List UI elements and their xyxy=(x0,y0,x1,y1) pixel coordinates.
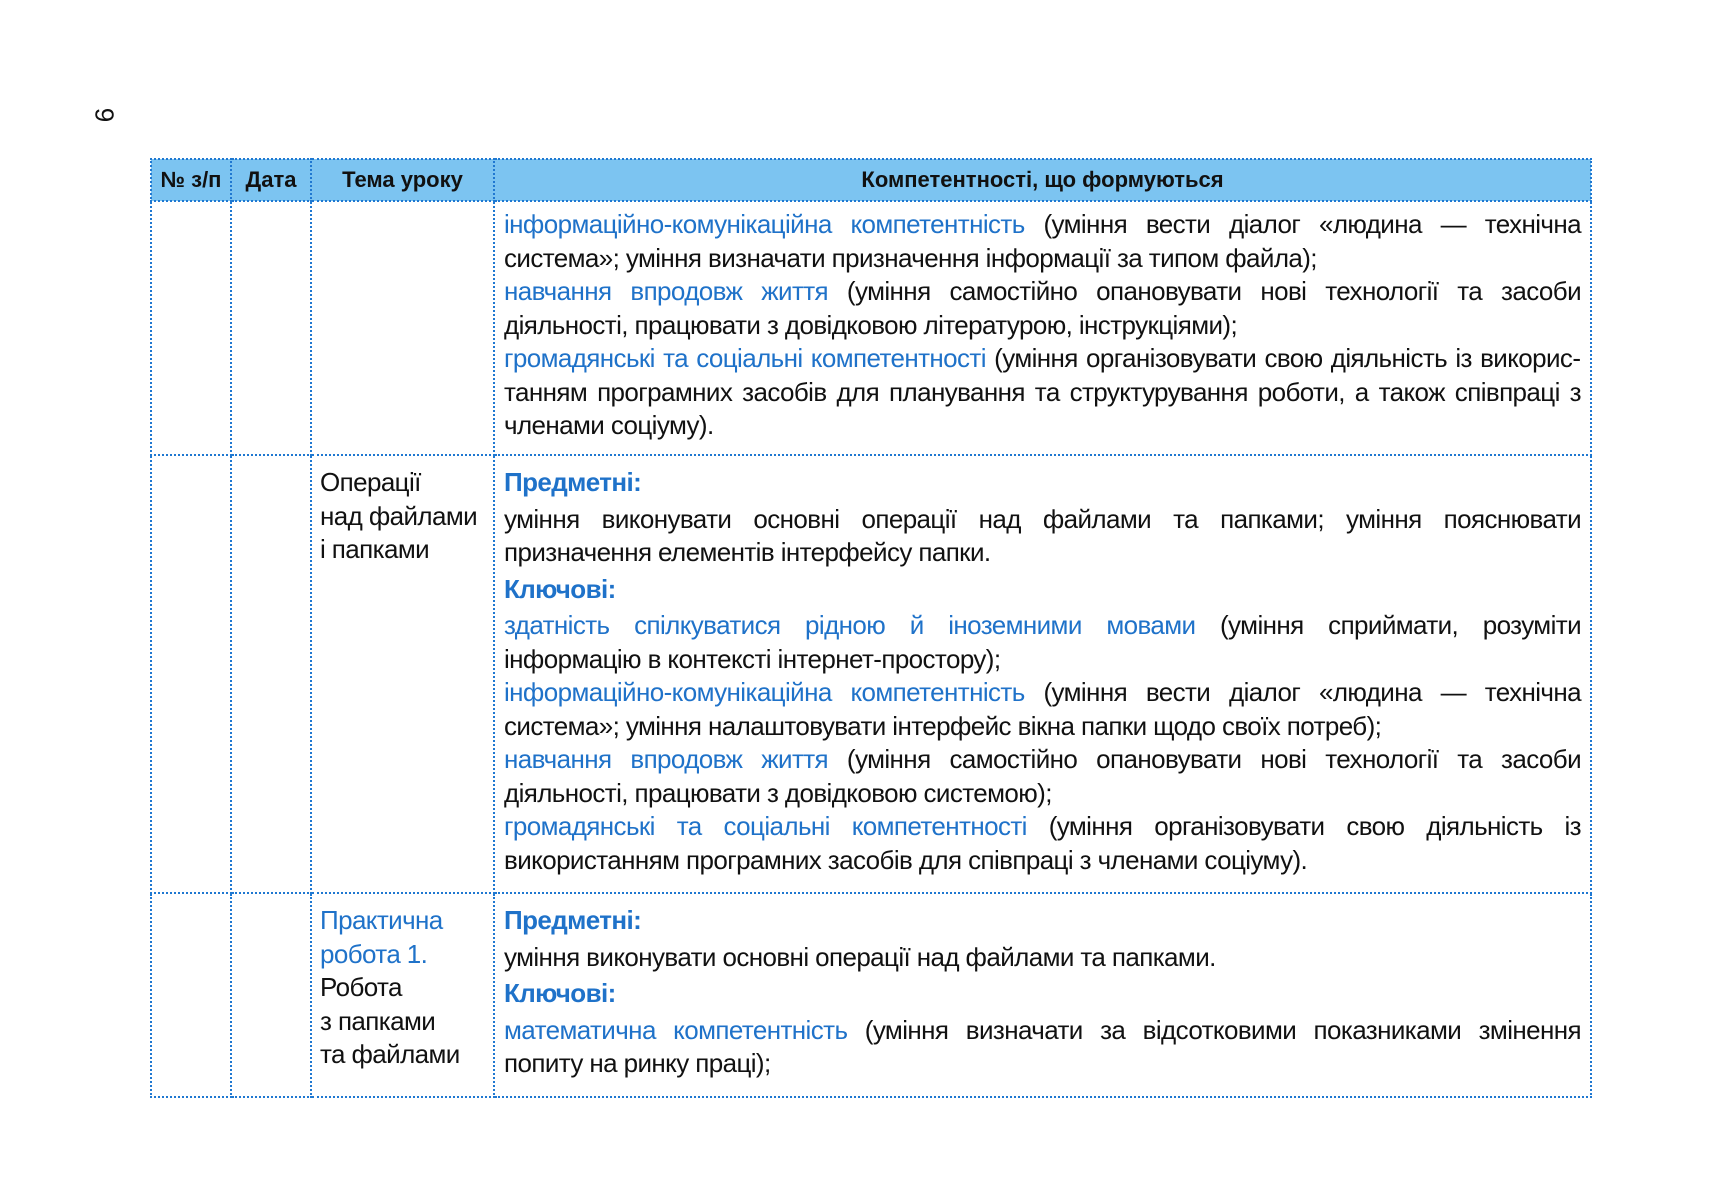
topic-line: з папками xyxy=(320,1005,436,1036)
cell-date xyxy=(231,455,311,893)
topic-line: Робота xyxy=(320,972,402,1002)
competency-text: (уміння вести діалог «людина — технічна система»; уміння визначати призначення інформації за типом файла); xyxy=(504,209,1581,273)
competency-text: (уміння визначати за відсотковими показниками змінення попиту на ринку праці); xyxy=(504,1014,1581,1078)
table-header-row xyxy=(151,159,1591,201)
table-row xyxy=(151,893,1591,1097)
subject-heading: Предметні: xyxy=(504,467,642,497)
competency-item xyxy=(504,609,1581,676)
lesson-plan-table xyxy=(150,158,1592,1098)
competency-text: (уміння вести діалог «людина — технічна система»; уміння налаштовувати інтерфейс вікна папки щодо своїх потреб); xyxy=(504,677,1581,741)
table-row xyxy=(151,201,1591,455)
practical-work-line: робота 1. xyxy=(320,938,428,969)
cell-topic xyxy=(311,455,494,893)
competency-name: інформаційно-комунікаційна компетентність xyxy=(504,209,1025,239)
competency-name: навчання впродовж життя xyxy=(504,276,829,306)
key-heading: Ключові: xyxy=(504,978,616,1008)
competency-item xyxy=(504,1014,1581,1081)
cell-number xyxy=(151,201,231,455)
key-heading: Ключові: xyxy=(504,573,616,604)
cell-competencies xyxy=(494,201,1591,455)
competency-text: (уміння організовувати свою діяльність із використанням програмних засобів для співпраці з членами соціуму). xyxy=(504,811,1582,875)
topic-line: над файлами xyxy=(320,500,478,531)
topic-line: і папками xyxy=(320,534,430,564)
competency-item xyxy=(504,676,1581,743)
subject-text: уміння виконувати основні операції над файлами та папками; уміння пояснювати призначення елементів інтерфейсу папки. xyxy=(504,503,1581,567)
cell-topic xyxy=(311,201,494,455)
competency-name: здатність спілкуватися рідною й іноземними мовами xyxy=(504,610,1196,640)
cell-competencies xyxy=(494,893,1591,1097)
cell-number xyxy=(151,455,231,893)
header-date: Дата xyxy=(231,159,311,201)
cell-topic xyxy=(311,893,494,1097)
header-number: № з/п xyxy=(151,159,231,201)
competency-text: (уміння сприймати, розуміти інформацію в контексті інтернет-простору); xyxy=(504,610,1581,674)
header-competencies: Компетентності, що формуються xyxy=(494,159,1591,201)
topic-line: та файлами xyxy=(320,1039,460,1069)
competency-text: (уміння організовувати свою діяльність із використанням програмних засобів для планування та структурування роботи, а також співпраці з членами соціуму). xyxy=(504,343,1581,440)
competency-item xyxy=(504,342,1581,443)
cell-date xyxy=(231,201,311,455)
competency-item xyxy=(504,208,1581,275)
cell-date xyxy=(231,893,311,1097)
competency-item xyxy=(504,810,1581,877)
subject-text: уміння виконувати основні операції над файлами та папками. xyxy=(504,941,1216,972)
competency-item xyxy=(504,275,1581,342)
competency-name: інформаційно-комунікаційна компетентність xyxy=(504,677,1025,707)
header-topic: Тема уроку xyxy=(311,159,494,201)
competency-name: навчання впродовж життя xyxy=(504,744,829,774)
cell-number xyxy=(151,893,231,1097)
cell-competencies xyxy=(494,455,1591,893)
competency-item xyxy=(504,743,1581,810)
topic-line: Операції xyxy=(320,467,421,497)
competency-text: (уміння самостійно опановувати нові технології та засоби діяльності, працювати з довідковою літературою, інструкціями); xyxy=(504,276,1581,340)
competency-name: математична компетентність xyxy=(504,1014,848,1045)
page-number: 9 xyxy=(89,107,120,123)
subject-heading: Предметні: xyxy=(504,905,642,935)
competency-name: громадянські та соціальні компетентності xyxy=(504,811,1027,841)
practical-work-line: Практична xyxy=(320,905,443,935)
competency-name: громадянські та соціальні компетентності xyxy=(504,343,986,373)
table-row xyxy=(151,455,1591,893)
competency-text: (уміння самостійно опановувати нові технології та засоби діяльності, працювати з довідковою системою); xyxy=(504,744,1581,808)
